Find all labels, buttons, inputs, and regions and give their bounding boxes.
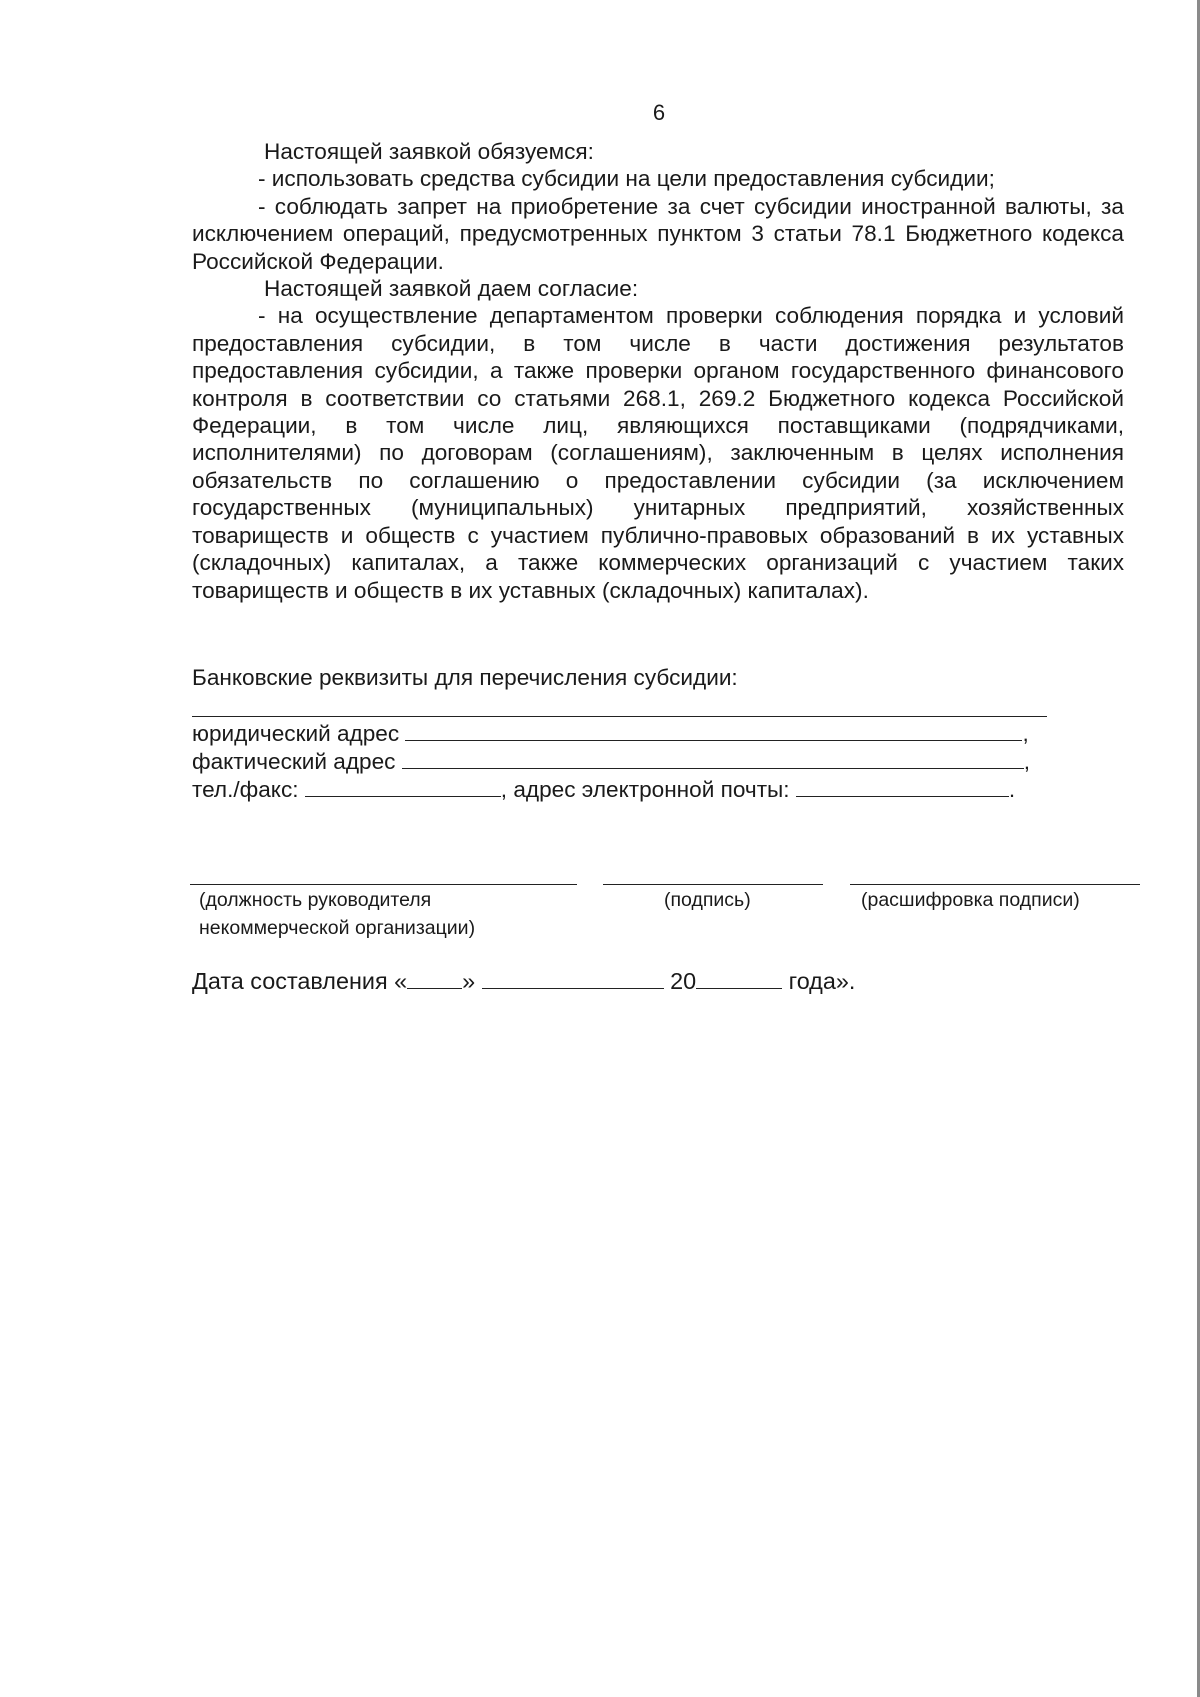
consent-heading: Настоящей заявкой даем согласие: bbox=[264, 276, 639, 302]
signature-caption: (подпись) bbox=[664, 889, 751, 911]
actual-address-label: фактический адрес bbox=[192, 749, 396, 774]
date-close-quote: » bbox=[462, 968, 476, 994]
actual-address-field[interactable] bbox=[402, 746, 1024, 769]
contacts-row bbox=[192, 774, 1015, 804]
date-year-prefix: 20 bbox=[670, 968, 697, 994]
legal-address-row bbox=[192, 718, 1029, 748]
bank-details-blank-line[interactable] bbox=[192, 716, 1047, 717]
date-month-field[interactable] bbox=[482, 966, 664, 989]
position-caption bbox=[199, 886, 475, 942]
phone-fax-field[interactable] bbox=[305, 774, 501, 797]
page-number: 6 bbox=[652, 100, 666, 125]
email-period: . bbox=[1008, 777, 1016, 802]
legal-address-label: юридический адрес bbox=[192, 721, 400, 746]
email-label: , адрес электронной почты: bbox=[500, 777, 790, 802]
bank-details-title: Банковские реквизиты для перечисления субсидии: bbox=[192, 665, 738, 690]
date-label: Дата составления « bbox=[192, 968, 408, 994]
date-year-field[interactable] bbox=[696, 966, 782, 989]
position-signature-line[interactable] bbox=[190, 884, 577, 885]
position-caption-line1: (должность руководителя bbox=[199, 889, 432, 911]
date-day-field[interactable] bbox=[407, 966, 462, 989]
position-caption-line2: некоммерческой организации) bbox=[199, 917, 476, 939]
consent-item: - на осуществление департаментом проверки соблюдения порядка и условий предоставления субсидии, в том числе в части достижения результатов предоставления субсидии, а также проверки органом государственного финансового контроля в соответствии со статьями 268.1, 269.2 Бюджетного кодекса Российской Федерации, в том числе лиц, являющихся поставщиками (подрядчиками, исполнителями) по договорам (соглашениям), заключенным в целях исполнения обязательств по соглашению о предоставлении субсидии (за исключением государственных (муниципальных) унитарных предприятий, хозяйственных товариществ и обществ с участием публично-правовых образований в их уставных (складочных) капиталах, а также коммерческих организаций с участием таких товариществ и обществ в их уставных (складочных) капиталах). bbox=[192, 303, 1124, 603]
date-suffix: года». bbox=[788, 968, 856, 994]
email-field[interactable] bbox=[796, 774, 1009, 797]
phone-fax-label: тел./факс: bbox=[192, 777, 299, 802]
document-body bbox=[192, 138, 1124, 604]
legal-address-field[interactable] bbox=[405, 718, 1022, 741]
name-decoding-caption: (расшифровка подписи) bbox=[861, 889, 1080, 911]
name-signature-line[interactable] bbox=[850, 884, 1140, 885]
actual-address-comma: , bbox=[1023, 749, 1031, 774]
legal-address-comma: , bbox=[1022, 721, 1029, 746]
actual-address-row bbox=[192, 746, 1030, 776]
obligations-heading: Настоящей заявкой обязуемся: bbox=[264, 139, 594, 164]
date-row bbox=[192, 966, 855, 996]
obligation-item: - использовать средства субсидии на цели предоставления субсидии; bbox=[258, 166, 995, 192]
signature-line[interactable] bbox=[603, 884, 823, 885]
obligation-item: - соблюдать запрет на приобретение за счет субсидии иностранной валюты, за исключением операций, предусмотренных пунктом 3 статьи 78.1 Бюджетного кодекса Российской Федерации. bbox=[192, 193, 1124, 274]
